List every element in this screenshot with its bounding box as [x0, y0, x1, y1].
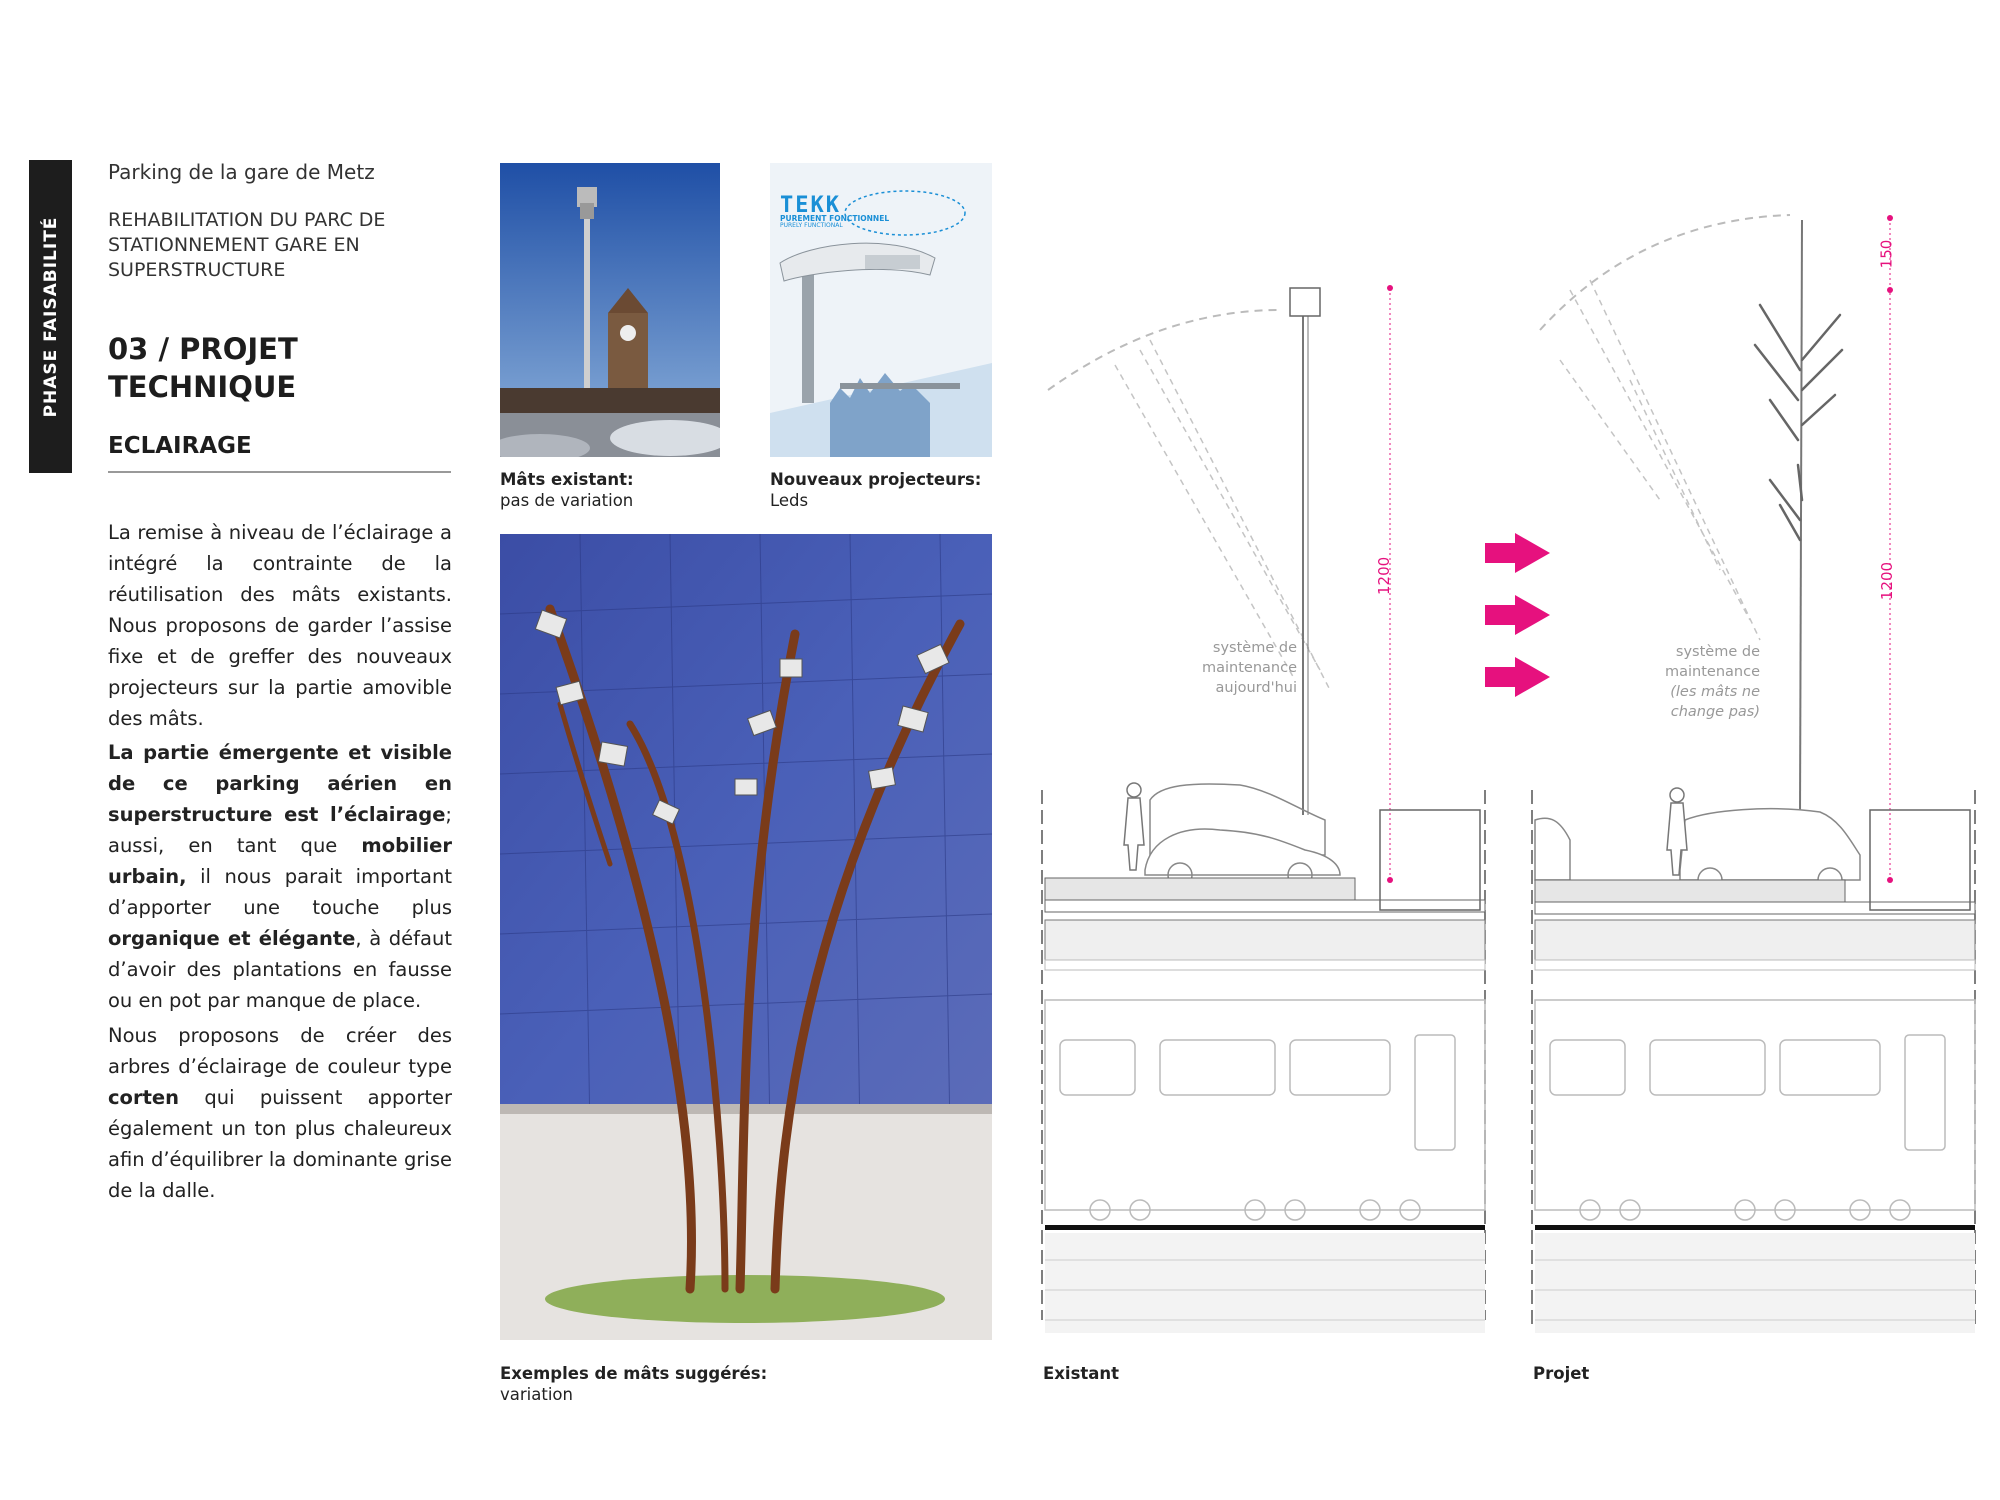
caption-projet	[1533, 1363, 1589, 1384]
section-title: 03 / PROJET TECHNIQUE	[108, 332, 298, 404]
photo-existing-mast	[500, 163, 720, 457]
body-text: il nous parait important d’apporter une touche plus	[108, 865, 452, 919]
emphasis-text: corten	[108, 1086, 180, 1109]
note-project-maintenance	[1640, 642, 1760, 722]
note-line: maintenance	[1665, 664, 1760, 680]
project-description: REHABILITATION DU PARC DE STATIONNEMENT GARE EN SUPERSTRUCTURE	[108, 209, 386, 281]
emphasis-text: La partie émergente et visible de ce parking aérien en superstructure est l’éclairage	[108, 741, 452, 826]
caption-title: Nouveaux projecteurs:	[770, 470, 982, 489]
paragraph-emergent	[108, 737, 452, 1016]
dimension-project-top: 150	[1877, 239, 1896, 269]
note-line: (les mâts ne	[1670, 684, 1760, 700]
paragraph-intro: La remise à niveau de l’éclairage a intégré la contrainte de la réutilisation des mâts existants. Nous proposons de garder l’assise fixe et de greffer des nouveaux projecteurs sur la partie amovible des mâts.	[108, 521, 452, 730]
car-icon	[1535, 818, 1570, 880]
caption-title: Projet	[1533, 1364, 1590, 1383]
caption-sub: variation	[500, 1385, 573, 1404]
section-drawing-project	[1530, 200, 1980, 1350]
paragraph-corten	[108, 1020, 452, 1206]
tekk-tagline-en: PURELY FUNCTIONAL	[780, 222, 843, 229]
tekk-brand: TEKK	[780, 193, 841, 218]
car-icon	[1145, 784, 1340, 887]
caption-new-projectors	[770, 469, 981, 511]
emphasis-text: mobilier urbain,	[108, 834, 452, 888]
person-icon	[1124, 783, 1144, 870]
caption-title: Exemples de mâts suggérés:	[500, 1364, 768, 1383]
dimension-existing: 1200	[1375, 556, 1393, 595]
caption-existing-mast	[500, 469, 634, 511]
tree-mast-icon	[1755, 305, 1842, 540]
note-existing-maintenance	[1177, 638, 1297, 698]
body-text: ; aussi, en tant que	[108, 803, 452, 857]
project-name: Parking de la gare de Metz	[108, 160, 375, 184]
subsection-divider	[108, 471, 451, 473]
caption-existant	[1043, 1363, 1119, 1384]
note-line: maintenance	[1202, 660, 1297, 676]
body-text: qui puissent apporter également un ton plus chaleureux afin d’équilibrer la dominante grise de la dalle.	[108, 1086, 452, 1202]
caption-suggested-masts	[500, 1363, 767, 1405]
photo-suggested-mast	[500, 534, 992, 1340]
phase-tab-label: PHASE FAISABILITÉ	[40, 216, 61, 417]
phase-tab	[29, 160, 72, 473]
note-line: système de	[1675, 644, 1760, 660]
section-drawing-existing	[1040, 270, 1490, 1350]
dimension-project-main: 1200	[1878, 561, 1897, 601]
body-text: , à défaut d’avoir des plantations en fausse ou en pot par manque de place.	[108, 927, 452, 1012]
caption-title: Mâts existant:	[500, 470, 634, 489]
body-text: Nous proposons de créer des arbres d’éclairage de couleur type	[108, 1024, 452, 1078]
tekk-tagline: PUREMENT FONCTIONNEL	[780, 214, 890, 223]
note-line: système de	[1212, 640, 1297, 656]
caption-sub: Leds	[770, 491, 809, 510]
note-line: change pas)	[1670, 704, 1760, 720]
caption-sub: pas de variation	[500, 491, 634, 510]
subsection-title: ECLAIRAGE	[108, 433, 252, 459]
emphasis-text: organique et élégante	[108, 927, 356, 950]
note-line: aujourd'hui	[1215, 680, 1297, 696]
caption-title: Existant	[1043, 1364, 1120, 1383]
